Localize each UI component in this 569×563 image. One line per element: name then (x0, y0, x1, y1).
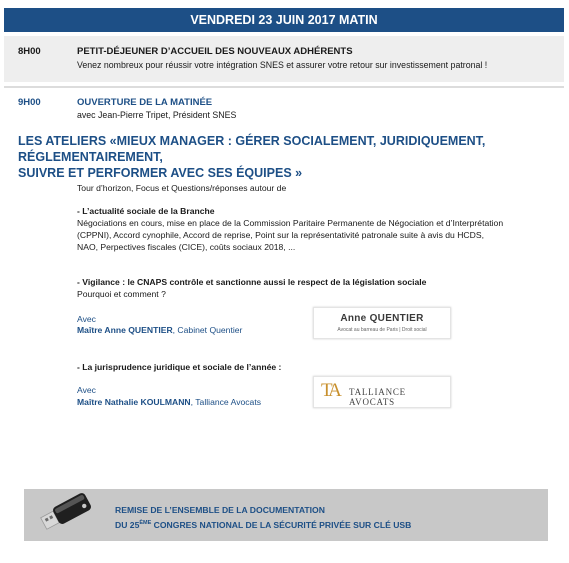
topic1-line1: Négociations en cours, mise en place de la Commission Paritaire Permanente de Négociation et d’Interprétation (77, 218, 504, 228)
breakfast-text: Venez nombreux pour réussir votre intégration SNES et assurer votre retour sur investissement patronal ! (77, 60, 488, 70)
workshops-intro: Tour d’horizon, Focus et Questions/réponses autour de (77, 183, 287, 193)
speaker2-avec: Avec (77, 385, 96, 395)
topic2-text: Pourquoi et comment ? (77, 289, 166, 299)
opening-heading: OUVERTURE DE LA MATINÉE (77, 97, 213, 108)
speaker1-firm: , Cabinet Quentier (172, 325, 243, 335)
usb-line1: REMISE DE L’ENSEMBLE DE LA DOCUMENTATION (115, 505, 325, 515)
usb-line2-b: CONGRES NATIONAL DE LA SÉCURITÉ PRIVÉE SUR CLÉ USB (151, 519, 412, 530)
usb-line2 (115, 517, 411, 532)
speaker2-line (77, 396, 537, 408)
quentier-logo-name: Anne QUENTIER (340, 313, 424, 324)
usb-key-icon (36, 487, 98, 541)
speaker2-firm: , Talliance Avocats (190, 397, 262, 407)
talliance-logo-mark: TA (321, 380, 339, 401)
day-banner: VENDREDI 23 JUIN 2017 MATIN (4, 8, 564, 32)
usb-line2-a: DU 25 (115, 519, 140, 530)
quentier-logo-sub: Avocat au barreau de Paris | Droit social (337, 327, 427, 333)
workshops-title-line2: SUIVRE ET PERFORMER AVEC SES ÉQUIPES » (18, 166, 303, 180)
topic3-title: - La jurisprudence juridique et sociale de l’année : (77, 362, 282, 372)
usb-text (115, 504, 411, 532)
workshops-title-line1: LES ATELIERS «MIEUX MANAGER : GÉRER SOCIALEMENT, JURIDIQUEMENT, RÉGLEMENTAIREMENT, (18, 134, 486, 164)
speaker2-name: Maître Nathalie KOULMANN (77, 397, 191, 407)
breakfast-time: 8H00 (18, 46, 41, 57)
topic1-line3: NAO, Perpectives fiscales (CICE), coûts sociaux 2018, ... (77, 242, 296, 252)
quentier-logo (313, 307, 451, 339)
workshops-title (18, 133, 558, 181)
breakfast-heading: PETIT-DÉJEUNER D’ACCUEIL DES NOUVEAUX ADHÉRENTS (77, 46, 353, 57)
opening-time: 9H00 (18, 97, 41, 108)
topic2-title: - Vigilance : le CNAPS contrôle et sanctionne aussi le respect de la législation sociale (77, 277, 427, 287)
breakfast-block (4, 36, 564, 82)
topic1-title: - L’actualité sociale de la Branche (77, 206, 215, 216)
speaker1-line (77, 324, 537, 336)
talliance-logo (313, 376, 451, 408)
topic1-line2: (CPPNI), Accord cynophile, Accord de reprise, Point sur la représentativité patronale suite à avis du HCDS, (77, 230, 484, 240)
speaker1-avec: Avec (77, 314, 96, 324)
usb-line2-sup: ÈME (139, 520, 152, 526)
talliance-logo-name: TALLIANCE AVOCATS (349, 387, 406, 407)
opening-text: avec Jean-Pierre Tripet, Président SNES (77, 110, 237, 120)
speaker1-name: Maître Anne QUENTIER (77, 325, 173, 335)
